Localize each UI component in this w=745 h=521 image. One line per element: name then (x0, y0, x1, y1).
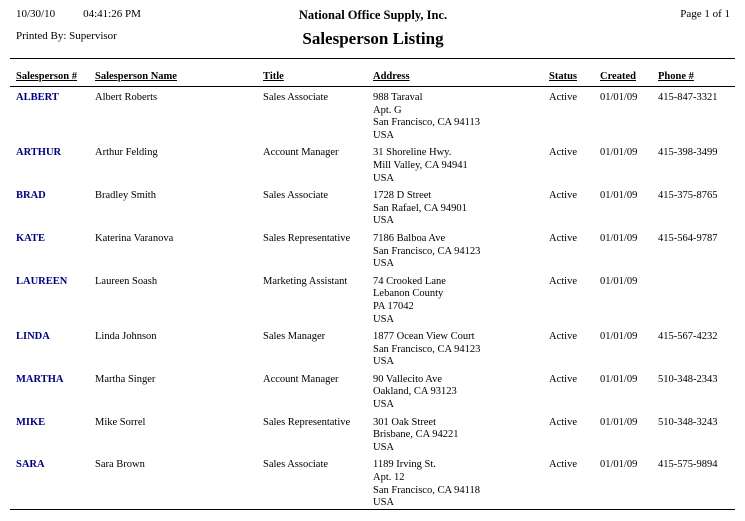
cell-created: 01/01/09 (600, 373, 638, 385)
print-datetime (16, 8, 299, 20)
cell-address (373, 233, 549, 271)
cell-created: 01/01/09 (600, 190, 638, 202)
column-header-status: Status (549, 71, 578, 82)
cell-salesperson-number[interactable]: KATE (16, 232, 45, 244)
cell-address (373, 147, 549, 185)
column-header-salesperson-number: Salesperson # (16, 71, 77, 82)
address-line: 301 Oak Street (373, 416, 436, 428)
cell-title: Sales Associate (263, 459, 329, 471)
cell-salesperson-name: Katerina Varanova (95, 232, 174, 244)
table-row (16, 233, 730, 271)
table-row (16, 92, 730, 142)
header-divider (10, 58, 735, 59)
cell-phone: 415-398-3499 (658, 147, 718, 159)
address-line: USA (373, 215, 395, 227)
address-line: San Rafael, CA 94901 (373, 202, 467, 214)
cell-phone: 415-564-9787 (658, 232, 718, 244)
cell-created: 01/01/09 (600, 232, 638, 244)
address-line: Mill Valley, CA 94941 (373, 159, 468, 171)
cell-title: Sales Representative (263, 416, 351, 428)
table-row (16, 147, 730, 185)
address-line: Brisbane, CA 94221 (373, 429, 459, 441)
column-header-salesperson-name: Salesperson Name (95, 71, 177, 82)
address-line: USA (373, 399, 395, 411)
cell-title: Sales Associate (263, 190, 329, 202)
column-header-title: Title (263, 71, 284, 82)
column-header-divider (10, 86, 735, 87)
cell-address (373, 459, 549, 509)
address-line: 1728 D Street (373, 190, 432, 202)
cell-salesperson-name: Martha Singer (95, 373, 156, 385)
cell-created: 01/01/09 (600, 147, 638, 159)
cell-status: Active (549, 190, 577, 202)
cell-phone: 510-348-2343 (658, 373, 718, 385)
cell-created: 01/01/09 (600, 275, 638, 287)
address-line: San Francisco, CA 94118 (373, 484, 480, 496)
cell-title: Account Manager (263, 373, 339, 385)
cell-status: Active (549, 275, 577, 287)
cell-status: Active (549, 331, 577, 343)
cell-title: Account Manager (263, 147, 339, 159)
address-line: San Francisco, CA 94123 (373, 343, 481, 355)
address-line: Oakland, CA 93123 (373, 386, 457, 398)
cell-salesperson-number[interactable]: MIKE (16, 416, 46, 428)
cell-address (373, 276, 549, 326)
address-line: Lebanon County (373, 288, 444, 300)
address-line: Apt. 12 (373, 472, 405, 484)
table-row (16, 331, 730, 369)
report-title: Salesperson Listing (302, 29, 444, 48)
cell-salesperson-name: Mike Sorrel (95, 416, 146, 428)
address-line: 988 Taraval (373, 92, 423, 103)
column-header-created: Created (600, 71, 636, 82)
cell-salesperson-name: Laureen Soash (95, 275, 158, 287)
address-line: 7186 Balboa Ave (373, 232, 446, 244)
address-line: 1877 Ocean View Court (373, 331, 475, 343)
page-number: Page 1 of 1 (680, 8, 730, 20)
cell-phone: 415-375-8765 (658, 190, 718, 202)
cell-salesperson-number[interactable]: LAUREEN (16, 275, 68, 287)
cell-address (373, 92, 549, 142)
column-header-address: Address (373, 71, 410, 82)
header-left (16, 8, 299, 42)
cell-salesperson-number[interactable]: ARTHUR (16, 147, 62, 159)
cell-salesperson-number[interactable]: MARTHA (16, 373, 64, 385)
print-time: 04:41:26 PM (83, 8, 141, 20)
cell-salesperson-number[interactable]: LINDA (16, 331, 50, 343)
cell-status: Active (549, 373, 577, 385)
company-name: National Office Supply, Inc. (298, 8, 448, 22)
cell-address (373, 190, 549, 228)
cell-title: Sales Associate (263, 92, 329, 103)
footer-divider (10, 509, 735, 510)
cell-address (373, 417, 549, 455)
cell-status: Active (549, 232, 577, 244)
cell-title: Sales Representative (263, 232, 351, 244)
cell-salesperson-number[interactable]: ALBERT (16, 92, 59, 103)
cell-title: Sales Manager (263, 331, 326, 343)
cell-phone (658, 276, 730, 326)
address-line: 1189 Irving St. (373, 459, 436, 471)
cell-phone: 415-847-3321 (658, 92, 718, 103)
cell-phone: 510-348-3243 (658, 416, 718, 428)
address-line: USA (373, 356, 395, 368)
table-header-row (16, 71, 730, 82)
address-line: USA (373, 258, 395, 270)
cell-salesperson-name: Albert Roberts (95, 92, 158, 103)
cell-created: 01/01/09 (600, 92, 638, 103)
cell-status: Active (549, 147, 577, 159)
cell-created: 01/01/09 (600, 416, 638, 428)
table-row (16, 190, 730, 228)
table-row (16, 276, 730, 326)
header-center (299, 8, 447, 49)
cell-created: 01/01/09 (600, 331, 638, 343)
report-header (16, 8, 730, 49)
address-line: USA (373, 313, 395, 325)
cell-title: Marketing Assistant (263, 275, 348, 287)
cell-salesperson-name: Arthur Felding (95, 147, 158, 159)
address-line: USA (373, 497, 395, 509)
table-row (16, 459, 730, 509)
cell-status: Active (549, 459, 577, 471)
cell-salesperson-name: Sara Brown (95, 459, 145, 471)
cell-salesperson-number[interactable]: SARA (16, 459, 45, 471)
cell-address (373, 331, 549, 369)
cell-created: 01/01/09 (600, 459, 638, 471)
address-line: PA 17042 (373, 300, 414, 312)
table-row (16, 417, 730, 455)
address-line: San Francisco, CA 94113 (373, 117, 480, 129)
table-row (16, 374, 730, 412)
table-body (16, 92, 730, 510)
cell-status: Active (549, 416, 577, 428)
print-date: 10/30/10 (16, 8, 56, 20)
address-line: Apt. G (373, 104, 402, 116)
address-line: USA (373, 172, 395, 184)
address-line: 31 Shoreline Hwy. (373, 147, 452, 159)
address-line: USA (373, 441, 395, 453)
address-line: San Francisco, CA 94123 (373, 245, 481, 257)
cell-salesperson-name: Linda Johnson (95, 331, 157, 343)
column-header-phone: Phone # (658, 71, 694, 82)
address-line: 90 Vallecito Ave (373, 373, 443, 385)
cell-salesperson-number[interactable]: BRAD (16, 190, 46, 202)
cell-phone: 415-575-9894 (658, 459, 718, 471)
address-line: 74 Crooked Lane (373, 275, 446, 287)
cell-salesperson-name: Bradley Smith (95, 190, 156, 202)
cell-status: Active (549, 92, 577, 103)
address-line: USA (373, 129, 395, 141)
cell-address (373, 374, 549, 412)
cell-phone: 415-567-4232 (658, 331, 718, 343)
printed-by: Printed By: Supervisor (16, 30, 117, 42)
